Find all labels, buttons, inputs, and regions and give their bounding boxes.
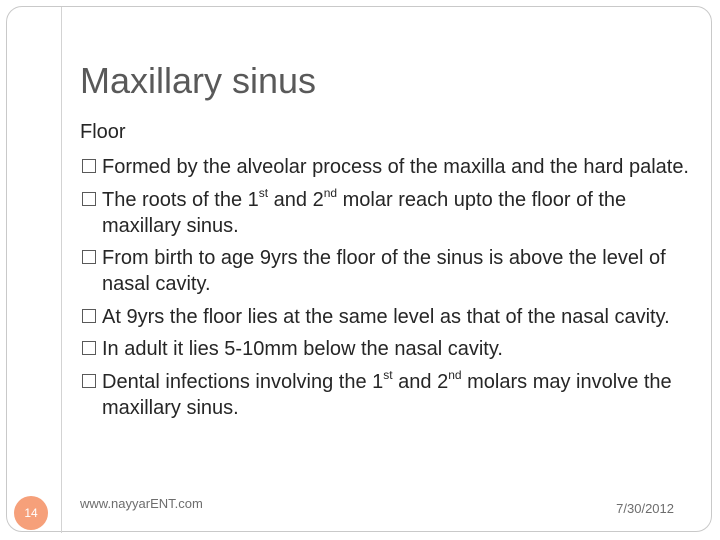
superscript: nd bbox=[448, 368, 462, 383]
section-heading: Floor bbox=[80, 121, 126, 143]
square-bullet-icon bbox=[82, 192, 96, 206]
slide-number-badge: 14 bbox=[14, 496, 48, 530]
bullet-text: Formed by the alveolar process of the maxilla and the hard palate. bbox=[102, 156, 689, 178]
superscript: nd bbox=[323, 185, 338, 200]
square-bullet-icon bbox=[82, 250, 96, 264]
bullet-item bbox=[80, 336, 690, 362]
footer-url: www.nayyarENT.com bbox=[80, 496, 203, 511]
slide-title: Maxillary sinus bbox=[80, 60, 317, 101]
bullet-item bbox=[80, 245, 690, 297]
footer-date: 7/30/2012 bbox=[616, 501, 674, 516]
square-bullet-icon bbox=[82, 309, 96, 323]
superscript: st bbox=[383, 368, 393, 383]
bullet-item bbox=[80, 187, 690, 239]
bullet-text: At 9yrs the floor lies at the same level as that of the nasal cavity. bbox=[102, 305, 670, 328]
bullet-text: The roots of the 1st and 2nd molar reach upto the floor of the maxillary sinus. bbox=[102, 185, 627, 237]
bullet-item bbox=[80, 154, 690, 180]
bullet-text: Dental infections involving the 1st and 2nd molars may involve the maxillary sinus. bbox=[102, 368, 672, 419]
bullet-list bbox=[80, 154, 690, 428]
superscript: st bbox=[258, 185, 269, 200]
left-divider-line bbox=[61, 7, 62, 533]
square-bullet-icon bbox=[82, 374, 96, 388]
square-bullet-icon bbox=[82, 159, 96, 173]
bullet-text: In adult it lies 5-10mm below the nasal cavity. bbox=[102, 338, 503, 361]
square-bullet-icon bbox=[82, 341, 96, 355]
bullet-item bbox=[80, 369, 690, 421]
bullet-item bbox=[80, 304, 690, 330]
bullet-text: From birth to age 9yrs the floor of the sinus is above the level of nasal cavity. bbox=[102, 247, 666, 296]
